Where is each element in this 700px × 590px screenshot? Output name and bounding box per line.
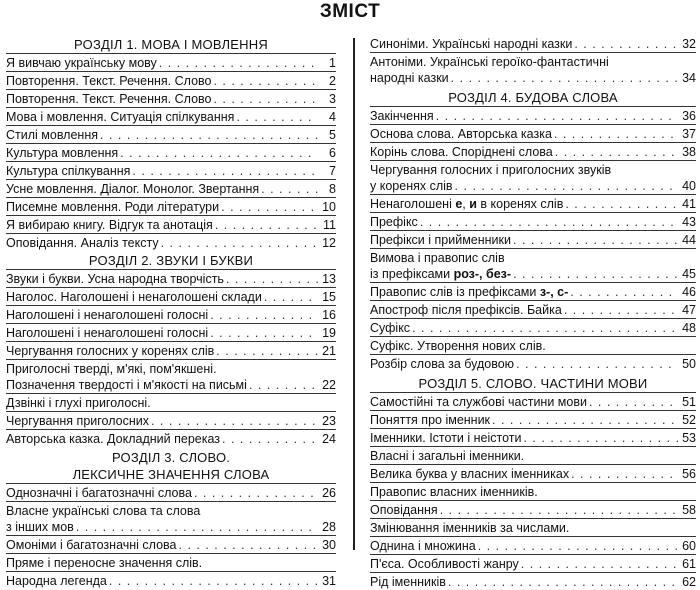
toc-entry[interactable]: Синоніми. Українські народні казки . . . 32 (370, 35, 696, 52)
toc-entry[interactable]: Закінчення . . . 36 (370, 106, 696, 124)
column-divider (353, 38, 355, 550)
toc-entry[interactable]: Велика буква у власних іменниках . . . 56 (370, 464, 696, 482)
toc-right-column (370, 35, 696, 590)
toc-entry[interactable]: Культура мовлення . . . 6 (6, 143, 336, 161)
toc-entry[interactable]: Розбір слова за будовою . . . 50 (370, 354, 696, 372)
page-title: ЗМІСТ (319, 1, 381, 22)
toc-entry[interactable]: Оповідання. Аналіз тексту . . . 12 (6, 233, 336, 251)
toc-entry[interactable]: П'єса. Особливості жанру . . . 61 (370, 554, 696, 572)
section-2-entries (6, 269, 336, 359)
section-2-tail-entries (6, 411, 336, 447)
toc-entry[interactable]: Наголошені і ненаголошені голосні . . . 19 (6, 323, 336, 341)
toc-entry-subtitle: Суфікс. Утворення нових слів. (370, 336, 696, 354)
toc-entry[interactable]: Стилі мовлення . . . 5 (6, 125, 336, 143)
section-heading-5: РОЗДІЛ 5. СЛОВО. ЧАСТИНИ МОВИ (418, 376, 648, 391)
toc-entry[interactable]: Омоніми і багатозначні слова . . . 30 (6, 535, 336, 553)
toc-entry[interactable]: Культура спілкування . . . 7 (6, 161, 336, 179)
toc-entry[interactable]: Мова і мовлення. Ситуація спілкування . . . 4 (6, 107, 336, 125)
toc-entry[interactable]: Я вивчаю українську мову . . . 1 (6, 53, 336, 71)
section-heading-4: РОЗДІЛ 4. БУДОВА СЛОВА (448, 90, 618, 105)
section-4-entries-b (370, 212, 696, 248)
toc-entry[interactable]: Однозначні і багатозначні слова . . . 26 (6, 483, 336, 501)
toc-entry[interactable]: Оповідання . . . 58 (370, 500, 696, 518)
section-heading-3-line1: РОЗДІЛ 3. СЛОВО. (111, 450, 231, 465)
toc-entry[interactable]: Наголос. Наголошені і ненаголошені склади . . . 15 (6, 287, 336, 305)
section-heading-3-line2: ЛЕКСИЧНЕ ЗНАЧЕННЯ СЛОВА (72, 467, 270, 482)
toc-entry[interactable]: Рід іменників . . . 62 (370, 572, 696, 590)
toc-entry[interactable]: Повторення. Текст. Речення. Слово . . . 3 (6, 89, 336, 107)
toc-entry-subtitle: Пряме і переносне значення слів. (6, 553, 336, 571)
toc-entry[interactable]: Вимова і правопис слів із префіксами роз-, без- . . . 45 (370, 248, 696, 282)
section-5-entries-a (370, 392, 696, 446)
toc-entry[interactable]: Ненаголошені е, и в коренях слів . . . 41 (370, 194, 696, 212)
toc-entry[interactable]: Повторення. Текст. Речення. Слово . . . 2 (6, 71, 336, 89)
section-1-entries (6, 53, 336, 251)
toc-entry[interactable]: Авторська казка. Докладний переказ . . . 24 (6, 429, 336, 447)
toc-entry-subtitle: Змінювання іменників за числами. (370, 518, 696, 536)
toc-left-column (6, 35, 336, 589)
toc-entry[interactable]: Іменники. Істоти і неістоти . . . 53 (370, 428, 696, 446)
toc-entry-subtitle: Дзвінкі і глухі приголосні. (6, 393, 336, 411)
toc-entry[interactable]: Власне українські слова та слова з інших мов . . . 28 (6, 501, 336, 535)
section-heading-2: РОЗДІЛ 2. ЗВУКИ І БУКВИ (88, 253, 254, 268)
toc-entry[interactable]: Чергування голосних і приголосних звуків у коренях слів . . . 40 (370, 160, 696, 194)
toc-entry[interactable]: Звуки і букви. Усна народна творчість . . . 13 (6, 269, 336, 287)
toc-entry[interactable]: Суфікс . . . 48 (370, 318, 696, 336)
toc-entry[interactable]: Корінь слова. Споріднені слова . . . 38 (370, 142, 696, 160)
toc-entry[interactable]: Приголосні тверді, м'які, пом'якшені. Позначення твердості і м'якості на письмі . . . 22 (6, 359, 336, 393)
toc-entry[interactable]: Наголошені і ненаголошені голосні . . . 16 (6, 305, 336, 323)
toc-entry-subtitle: Правопис власних іменників. (370, 482, 696, 500)
section-4-entries-c (370, 300, 696, 336)
toc-entry[interactable]: Писемне мовлення. Роди літератури . . . 10 (6, 197, 336, 215)
toc-entry[interactable]: Усне мовлення. Діалог. Монолог. Звертання . . . 8 (6, 179, 336, 197)
toc-entry[interactable]: Основа слова. Авторська казка . . . 37 (370, 124, 696, 142)
section-4-entries-a (370, 106, 696, 160)
toc-entry[interactable]: Поняття про іменник . . . 52 (370, 410, 696, 428)
toc-entry[interactable]: Апостроф після префіксів. Байка . . . 47 (370, 300, 696, 318)
toc-entry[interactable]: Префікси і прийменники . . . 44 (370, 230, 696, 248)
toc-entry[interactable]: Чергування голосних у коренях слів . . . 21 (6, 341, 336, 359)
toc-entry[interactable]: Правопис слів із префіксами з-, с- . . . 46 (370, 282, 696, 300)
section-heading-1: РОЗДІЛ 1. МОВА І МОВЛЕННЯ (74, 37, 268, 52)
section-5-entries-d (370, 536, 696, 590)
toc-entry[interactable]: Я вибираю книгу. Відгук та анотація . . . 11 (6, 215, 336, 233)
toc-entry[interactable]: Самостійні та службові частини мови . . . 51 (370, 392, 696, 410)
toc-entry-subtitle: Власні і загальні іменники. (370, 446, 696, 464)
toc-entry[interactable]: Народна легенда . . . 31 (6, 571, 336, 589)
toc-entry[interactable]: Префікс . . . 43 (370, 212, 696, 230)
toc-entry[interactable]: Антоніми. Українські героїко-фантастичні народні казки . . . 34 (370, 52, 696, 86)
toc-entry[interactable]: Однина і множина . . . 60 (370, 536, 696, 554)
toc-entry[interactable]: Чергування приголосних . . . 23 (6, 411, 336, 429)
